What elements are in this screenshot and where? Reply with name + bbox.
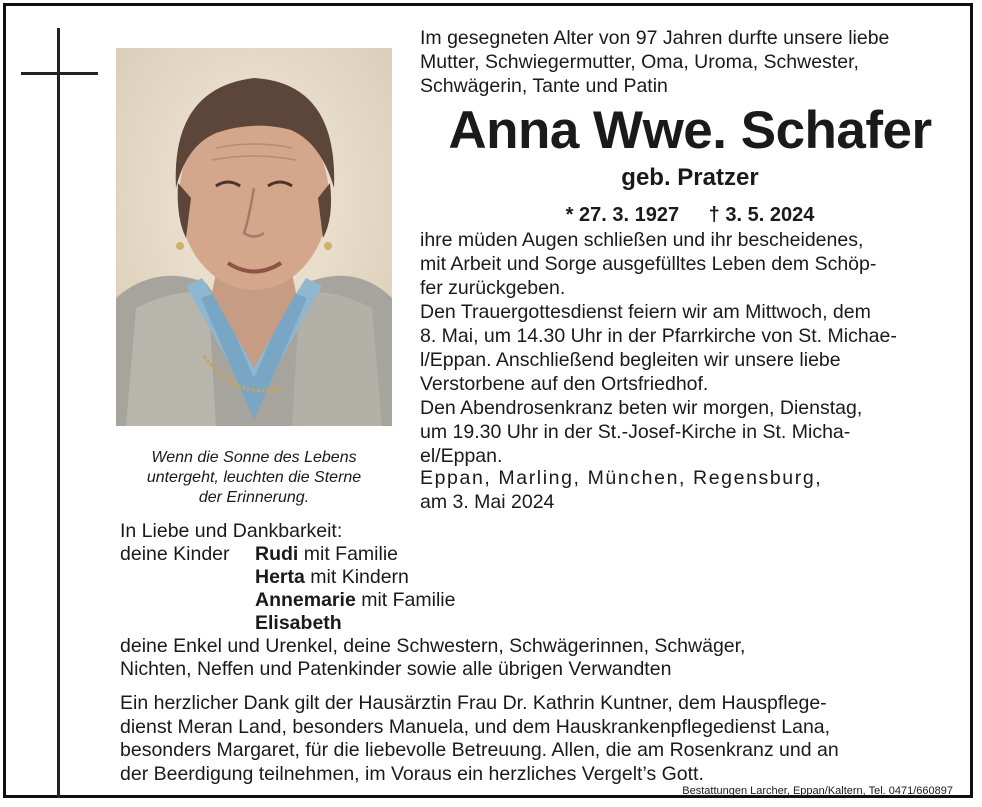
children-prefix: deine Kinder: [120, 543, 230, 565]
intro-line: Schwägerin, Tante und Patin: [420, 75, 668, 97]
body-line: Verstorbene auf den Ortsfriedhof.: [420, 373, 709, 395]
obituary-card: [3, 3, 973, 798]
child-name: Herta: [255, 566, 305, 588]
intro-line: Im gesegneten Alter von 97 Jahren durfte unsere liebe: [420, 27, 890, 49]
body-line: Den Abendrosenkranz beten wir morgen, Dienstag,: [420, 397, 863, 419]
motto-line: der Erinnerung.: [198, 489, 310, 506]
body-line: um 19.30 Uhr in der St.-Josef-Kirche in St. Micha-: [420, 421, 851, 443]
child-entry: [255, 589, 455, 612]
child-name: Rudi: [255, 543, 299, 565]
body-line: el/Eppan.: [420, 445, 503, 467]
body-line: ihre müden Augen schließen und ihr bescheidenes,: [420, 229, 864, 251]
child-suffix: mit Kindern: [304, 566, 409, 588]
child-row: [120, 612, 970, 635]
announcement-date: am 3. Mai 2024: [420, 491, 555, 513]
child-entry: [255, 543, 398, 566]
birth-date: * 27. 3. 1927: [565, 204, 680, 226]
body-line: mit Arbeit und Sorge ausgefülltes Leben dem Schöp-: [420, 253, 877, 275]
child-row: [120, 566, 970, 589]
child-suffix: mit Familie: [355, 589, 456, 611]
child-suffix: mit Familie: [298, 543, 398, 565]
child-name: Elisabeth: [255, 612, 342, 634]
intro-line: Mutter, Schwiegermutter, Oma, Uroma, Schwester,: [420, 51, 859, 73]
thanks-line: dienst Meran Land, besonders Manuela, und dem Hauskrankenpflegedienst Lana,: [120, 715, 831, 738]
death-date: † 3. 5. 2024: [708, 204, 815, 226]
extended-family-line: Nichten, Neffen und Patenkinder sowie alle übrigen Verwandten: [120, 658, 672, 680]
body-line: l/Eppan. Anschließend begleiten wir unsere liebe: [420, 349, 841, 371]
thanks-line: Ein herzlicher Dank gilt der Hausärztin Frau Dr. Kathrin Kuntner, dem Hauspflege-: [120, 692, 827, 714]
deceased-name: Anna Wwe. Schafer: [448, 101, 932, 160]
body-line: 8. Mai, um 14.30 Uhr in der Pfarrkirche von St. Michae-: [420, 325, 897, 347]
cross-icon: [57, 28, 60, 798]
extended-family-line: deine Enkel und Urenkel, deine Schwestern, Schwägerinnen, Schwäger,: [120, 635, 746, 657]
thanks-line: der Beerdigung teilnehmen, im Voraus ein herzliches Vergelt’s Gott.: [120, 762, 704, 785]
child-entry: [255, 566, 409, 589]
mourners-intro: In Liebe und Dankbarkeit:: [120, 520, 343, 542]
child-entry: [255, 612, 342, 635]
places-line: Eppan, Marling, München, Regensburg,: [420, 467, 823, 489]
life-dates: [420, 202, 960, 228]
intro-text: [420, 26, 960, 98]
motto-line: untergeht, leuchten die Sterne: [146, 469, 362, 486]
mourners-section: [120, 520, 970, 681]
funeral-home-credit: Bestattungen Larcher, Eppan/Kaltern, Tel. 0471/660897: [682, 785, 953, 797]
announcement-text: [420, 228, 960, 468]
portrait-photo: [116, 48, 392, 426]
thanks-text: [120, 692, 960, 786]
thanks-line: besonders Margaret, für die liebevolle Betreuung. Allen, die am Rosenkranz und an: [120, 739, 839, 761]
body-line: fer zurückgeben.: [420, 277, 566, 299]
child-row: [120, 589, 970, 612]
cross-icon-bar: [21, 72, 98, 75]
maiden-name: geb. Pratzer: [621, 164, 759, 191]
motto: [114, 448, 394, 508]
motto-line: Wenn die Sonne des Lebens: [151, 449, 357, 466]
child-name: Annemarie: [255, 589, 356, 611]
child-row: [120, 543, 970, 566]
body-line: Den Trauergottesdienst feiern wir am Mittwoch, dem: [420, 301, 871, 323]
